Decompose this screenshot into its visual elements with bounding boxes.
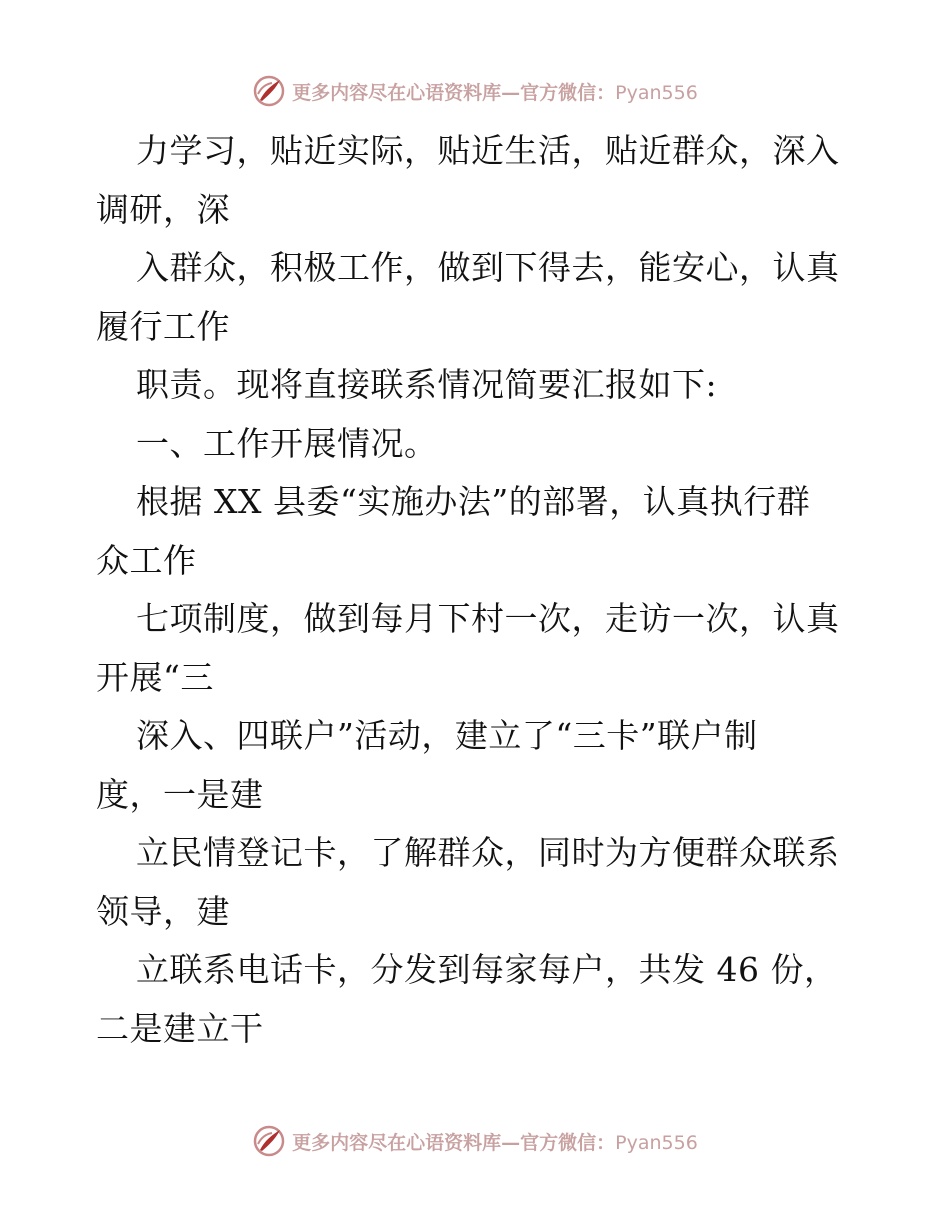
paragraph-line: 领导，建 bbox=[96, 891, 230, 931]
paragraph-line: 力学习，贴近实际，贴近生活，贴近群众，深入 bbox=[136, 131, 840, 170]
header-watermark-id: Pyan556 bbox=[615, 81, 698, 104]
paragraph-line: 调研，深 bbox=[96, 189, 230, 229]
paragraph-line: 立民情登记卡，了解群众，同时为方便群众联系 bbox=[136, 833, 840, 872]
footer-watermark-text bbox=[292, 1128, 698, 1155]
paragraph-line: 履行工作 bbox=[96, 306, 230, 346]
paragraph-line: 职责。现将直接联系情况简要汇报如下: bbox=[136, 365, 718, 404]
paragraph-line: 七项制度，做到每月下村一次，走访一次，认真 bbox=[136, 599, 840, 638]
brush-logo-icon bbox=[252, 74, 286, 108]
footer-watermark-id: Pyan556 bbox=[615, 1131, 698, 1154]
header-watermark-text bbox=[292, 78, 698, 105]
paragraph-line: 度，一是建 bbox=[96, 774, 264, 814]
header-watermark-label: 更多内容尽在心语资料库—官方微信： bbox=[292, 81, 616, 104]
footer-watermark bbox=[0, 1124, 950, 1158]
paragraph-line: 众工作 bbox=[96, 540, 197, 580]
document-body bbox=[96, 122, 856, 1058]
paragraph-line: 一、工作开展情况。 bbox=[136, 423, 438, 463]
brush-logo-icon bbox=[252, 1124, 286, 1158]
paragraph-line: 开展“三 bbox=[96, 657, 214, 697]
paragraph-line: 二是建立干 bbox=[96, 1008, 264, 1048]
paragraph-line: 根据 XX 县委“实施办法”的部署，认真执行群 bbox=[136, 482, 811, 521]
footer-watermark-label: 更多内容尽在心语资料库—官方微信： bbox=[292, 1131, 616, 1154]
header-watermark bbox=[0, 74, 950, 108]
paragraph-line: 深入、四联户”活动，建立了“三卡”联户制 bbox=[136, 716, 758, 755]
paragraph-line: 入群众，积极工作，做到下得去，能安心，认真 bbox=[136, 248, 840, 287]
paragraph-line: 立联系电话卡，分发到每家每户，共发 46 份， bbox=[136, 950, 838, 989]
